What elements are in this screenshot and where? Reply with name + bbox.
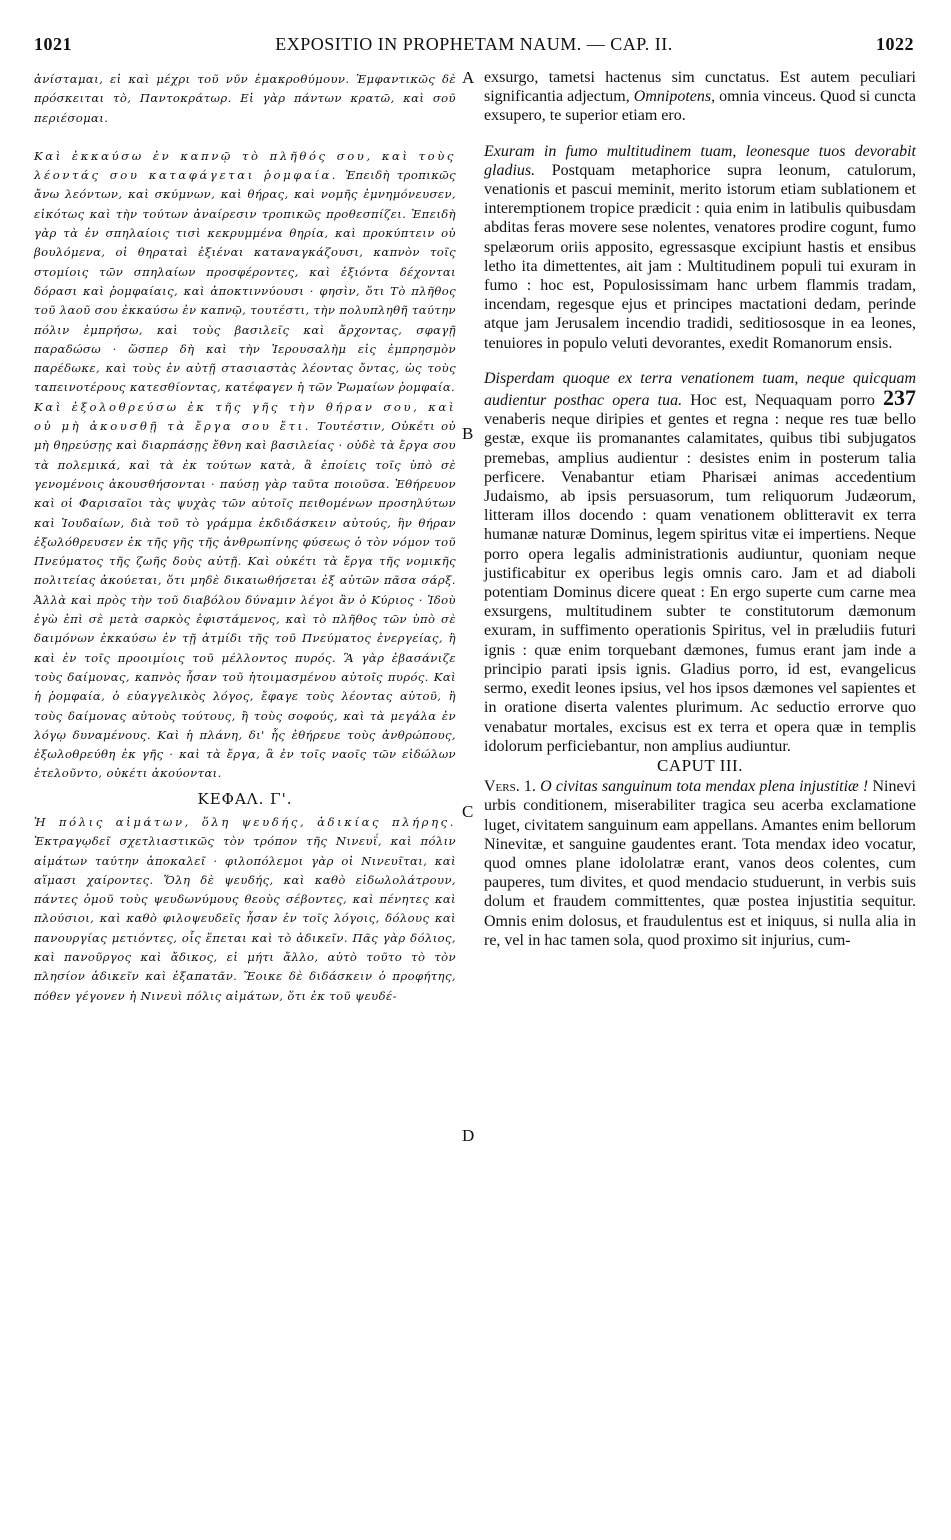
greek-commentary-3: Ἐκτραγῳδεῖ σχετλιαστικῶς τὸν τρόπον τῆς Νινευΐ, καὶ πόλιν αἱμάτων ταύτην ἀποκαλεῖ · φιλοπόλεμοι γὰρ οἱ Νινευῖται, καὶ αἵμασι χαίροντες. Ὅλη δὲ ψευδής, καὶ καθὸ εἰδωλολάτρουν, πάντες ὁμοῦ τοὺς ψευδωνύμους θεοὺς σέβοντες, καὶ πένητες καὶ πλούσιοι, καὶ καθὸ φιλοψευδεῖς ἦσαν ἐν τοῖς λόγοις, δόλους καὶ πανουργίας μετιόντες, οἷς ἕπεται καὶ τὸ ἀδικεῖν. Πᾶς γὰρ δόλιος, καὶ πανοῦργος καὶ ἄδικος, εἰ μήτι ἄλλο, αὐτὸ τοῦτο τὸ τὸν πλησίον ἀδικεῖν καὶ ἐξαπατᾶν. Ἔοικε δὲ διδάσκειν ὁ προφήτης, πόθεν γέγονεν ἡ Νινευὶ πόλις αἱμάτων, ὅτι ἐκ τοῦ ψευδέ- — [34, 834, 456, 1003]
greek-commentary-1: Ἐπειδὴ τροπικῶς ἄνω λεόντων, καὶ σκύμνων, καὶ θήρας, καὶ νομῆς ἐμνημόνευσεν, εἰκότως καὶ τὴν τούτων ἀναίρεσιν τροπικῶς προθεσπίζει. Ἐπειδὴ γὰρ τὰ ἐν σπηλαίοις τισὶ κεκρυμμένα θηρία, καὶ προκύπτειν οὐ βουλόμενα, οἱ θηραταὶ ἐξιέναι καταναγκάζουσι, καπνὸν τοῖς στομίοις τῶν σπηλαίων προσφέροντες, καὶ ἐξιόντα δέχονται δόρασι καὶ ῥομφαίαις, καὶ ἀποκτιννύουσι · φησὶν, ὅτι Τὸ πλῆθος τοῦ λαοῦ σου ἐκκαύσω ἐν καπνῷ, τουτέστι, τὴν πολυπληθῆ ταύτην πόλιν ἐμπρήσω, καὶ τοὺς βασιλεῖς καὶ ἄρχοντας, σφαγῇ παραδώσω · ὥσπερ δὴ καὶ τὴν Ἱερουσαλὴμ εἰς ἐμπρησμὸν παρέδωκε, καὶ τοὺς ἐν αὐτῇ στασιαστὰς λέοντας ὄντας, ὡς τοὺς ταπεινοτέρους κατεσθίοντας, κατέφαγεν ἡ τῶν Ῥωμαίων ῥομφαία. — [34, 168, 456, 395]
running-header — [34, 34, 914, 58]
greek-commentary-2: Τουτέστιν, Οὐκέτι οὐ μὴ θηρεύσῃς καὶ διαρπάσῃς ἔθνη καὶ βασιλείας · οὐδὲ τὰ ἔργα σου τὰ πολεμικά, καὶ τὰ ἐκ τούτων κατὰ, ἃ ἐποίεις τοῖς ὑπὸ σὲ γενομένοις ἀκουσθήσονται · παύσῃ γὰρ ταῦτα ποιοῦσα. Ἐθήρευον καὶ οἱ Φαρισαῖοι τὰς ψυχὰς τῶν αὐτοῖς πειθομένων προσηλύτων καὶ Ἰουδαίων, διὰ τοῦ τὸ γράμμα ἐκδιδάσκειν αὐτούς, ἣν θήραν ἐξωλόθρευσεν ἐκ τῆς γῆς τῆς ἀνθρωπίνης φύσεως ὁ τὸν νόμον τοῦ Πνεύματος τῆς ζωῆς δοὺς αὐτῇ. Καὶ οὐκέτι τὰ ἔργα τῆς νομικῆς πολιτείας ἀκούεται, ὅτι μηδὲ δικαιωθήσεται ἐξ αὐτῶν πᾶσα σάρξ. Ἀλλὰ καὶ πρὸς τὴν τοῦ διαβόλου δύναμιν λέγοι ἂν ὁ Κύριος · Ἰδοὺ ἐγὼ ἐπὶ σὲ μετὰ σαρκὸς ἐφιστάμενος, καὶ τὸ πλῆθος τῶν ὑπὸ σὲ δαιμόνων ἐκκαύσω ἐν τῇ ἀτμίδι τῆς τοῦ Πνεύματος ἐνεργείας, ἢ καὶ ἐν τοῖς προοιμίοις τοῦ μέλλοντος πυρός. Ἃ γὰρ ἐβασάνιζε τοὺς δαίμονας, καπνὸς ἦσαν τοῦ ἡτοιμασμένου αὐτοῖς πυρός. Καὶ ἡ ῥομφαία, ὁ εὐαγγελικὸς λόγος, ἔφαγε τοὺς λέοντας αὐτοῦ, ἢ τοὺς δαίμονας αὐτοὺς τούτους, ἢ τοὺς σοφούς, καὶ τὰ μεγάλα ἐν λόγῳ δυναμένους. Καὶ ἡ πλάνη, δι' ἧς ἐθήρευε τοὺς ἀνθρώπους, ἐξωλοθρεύθη ἐκ γῆς · καὶ τὰ ἔργα, ἃ ἐν τοῖς ναοῖς τῶν εἰδώλων ἐτελοῦντο, οὐκέτι ἀκούονται. — [34, 419, 456, 781]
margin-marker-d: D — [462, 1126, 475, 1145]
greek-paragraph-1: ἀνίσταμαι, εἰ καὶ μέχρι τοῦ νῦν ἐμακροθύμουν. Ἐμφαντικῶς δὲ πρόσκειται τὸ, Παντοκράτωρ. Εἰ γὰρ πάντων κρατῶ, καὶ σοῦ περιέσομαι. — [34, 72, 456, 125]
latin-text-1a: exsurgo, tametsi hactenus sim cunctatus. Est autem peculiari significantia adjectum, — [484, 69, 916, 106]
latin-lemma-1: Exuram in fumo multitudinem tuam, leonesque tuos devorabit gladius. — [484, 142, 916, 179]
latin-paragraph-1 — [484, 68, 916, 126]
latin-lemma-2: Disperdam quoque ex terra venationem tuam, neque quicquam audientur posthac opera tua. — [484, 369, 916, 410]
greek-paragraph-2 — [34, 147, 456, 398]
latin-paragraph-3 — [484, 369, 916, 756]
margin-marker-a: A — [462, 68, 475, 87]
latin-paragraph-4 — [484, 777, 916, 950]
page-number-left: 1021 — [34, 34, 72, 54]
latin-commentary-2b: venaberis neque diripies et gentes et regna : neque res tuæ bello gestæ, exque iis promanantes calamitates, quibus tibi subjugatos premebas, amplius audientur : desistes enim in posterum talia perficere. Venabantur etiam Pharisæi animas accedentium Judaismo, ab ipsis persuasorum, tum reliquorum Judæorum, litteram illos docendo : quam venationem oblitteravit ex terra humanæ naturæ Dominus, legem spiritus vitæ ei impertiens. Neque porro opera legalis administrationis audiuntur, quoniam neque justificabitur ex operibus legis omnis caro. Jam et ad diaboli potentiam Dominus dicere queat : En ergo superte cum carne mea exsurgens, multitudinem subter te constitutorum dæmonum exuram, in suffimento operationis Spiritus, vel in præludiis futuri ignis : quæ enim torquebant dæmones, fumus erant jam inde a principio parati ipsis ignis. Gladius porro, id est, evangelicus sermo, exedit leones ipsius, vel hos ipsos dæmones vel sapientes et in oratione diserta valentes plurimum. Ac seductio errorve quo venabatur mortales, excisus est ex terra et opera quæ in templis idolorum perficiebantur, non amplius audiuntur. — [484, 411, 916, 755]
latin-commentary-1: Postquam metaphorice supra leonum, catulorum, venationis et pascui meminit, merito istorum etiam sublationem et interemptionem tropice prædicit : quia enim in latibulis quibusdam abditas feras movere sese nolentes, venatores prodire cogunt, fumo spelæorum oriis apposito, egressasque excipiunt hastis et ensibus letho ita dimettentes, ait jam : Multitudinem populi tui exuram in fumo : hoc est, Populosissimam hanc urbem flammis tradam, incendam, regesque ejus et principes mactationi dedam, perinde atque jam Jerusalem incendio tradidi, seditiososque in ea leones, tenuiores in populo veluti devorantes, exedit Romanorum ensis. — [484, 161, 916, 352]
margin-marker-b: B — [462, 424, 474, 443]
latin-lemma-3: O civitas sanguinum tota mendax plena injustitiæ ! — [535, 778, 869, 796]
page-number-right: 1022 — [876, 34, 914, 54]
margin-marker-c: C — [462, 802, 474, 821]
running-title: EXPOSITIO IN PROPHETAM NAUM. — CAP. II. — [275, 34, 673, 54]
latin-chapter-heading: CAPUT III. — [657, 755, 743, 775]
latin-column — [484, 68, 916, 950]
latin-text-1b: omnia vinceus. Quod si cuncta exsupero, te superior etiam ero. — [484, 88, 917, 125]
latin-commentary-2a: Hoc est, Nequaquam porro — [682, 392, 884, 410]
original-page-marker: 237 — [883, 385, 917, 411]
greek-lemma-3: Ἡ πόλις αἱμάτων, ὅλη ψευδής, ἀδικίας πλήρης. — [34, 814, 456, 829]
greek-chapter-heading: ΚΕΦΑΛ. Γ'. — [197, 789, 293, 808]
greek-lemma-2: Καὶ ἐξολοθρεύσω ἐκ τῆς γῆς τὴν θήραν σου, καὶ οὐ μὴ ἀκουσθῇ τὰ ἔργα σου ἔτι. — [34, 399, 456, 434]
greek-paragraph-3 — [34, 398, 456, 784]
latin-verse-number: Vers. 1. — [484, 778, 536, 796]
latin-omnipotens: Omnipotens, — [633, 88, 716, 106]
greek-lemma-1: Καὶ ἐκκαύσω ἐν καπνῷ τὸ πλῆθός σου, καὶ τοὺς λέοντάς σου καταφάγεται ῥομφαία. — [34, 148, 456, 183]
greek-column — [34, 70, 456, 1006]
greek-paragraph-4 — [34, 813, 456, 1006]
latin-paragraph-2 — [484, 142, 916, 353]
latin-commentary-3: Ninevi urbis conditionem, miserabiliter tragica seu acerba exclamatione luget, civitatem sanguinum eam appellans. Amantes enim bellorum Ninevitæ, et sanguine gaudentes erant. Tota mendax ideo vocatur, quod omnes plane idololatræ erant, vanos deos colentes, cum pauperes, tum divites, et quod mendacio studuerunt, in verbis suis dolum et fraudem committentes, quæ postea injustitia sequitur. Omnis enim dolosus, et fraudulentus est et iniquus, si nulla alia in re, vel in hac tamen sola, quod proximo sit injurius, cum- — [484, 778, 917, 949]
